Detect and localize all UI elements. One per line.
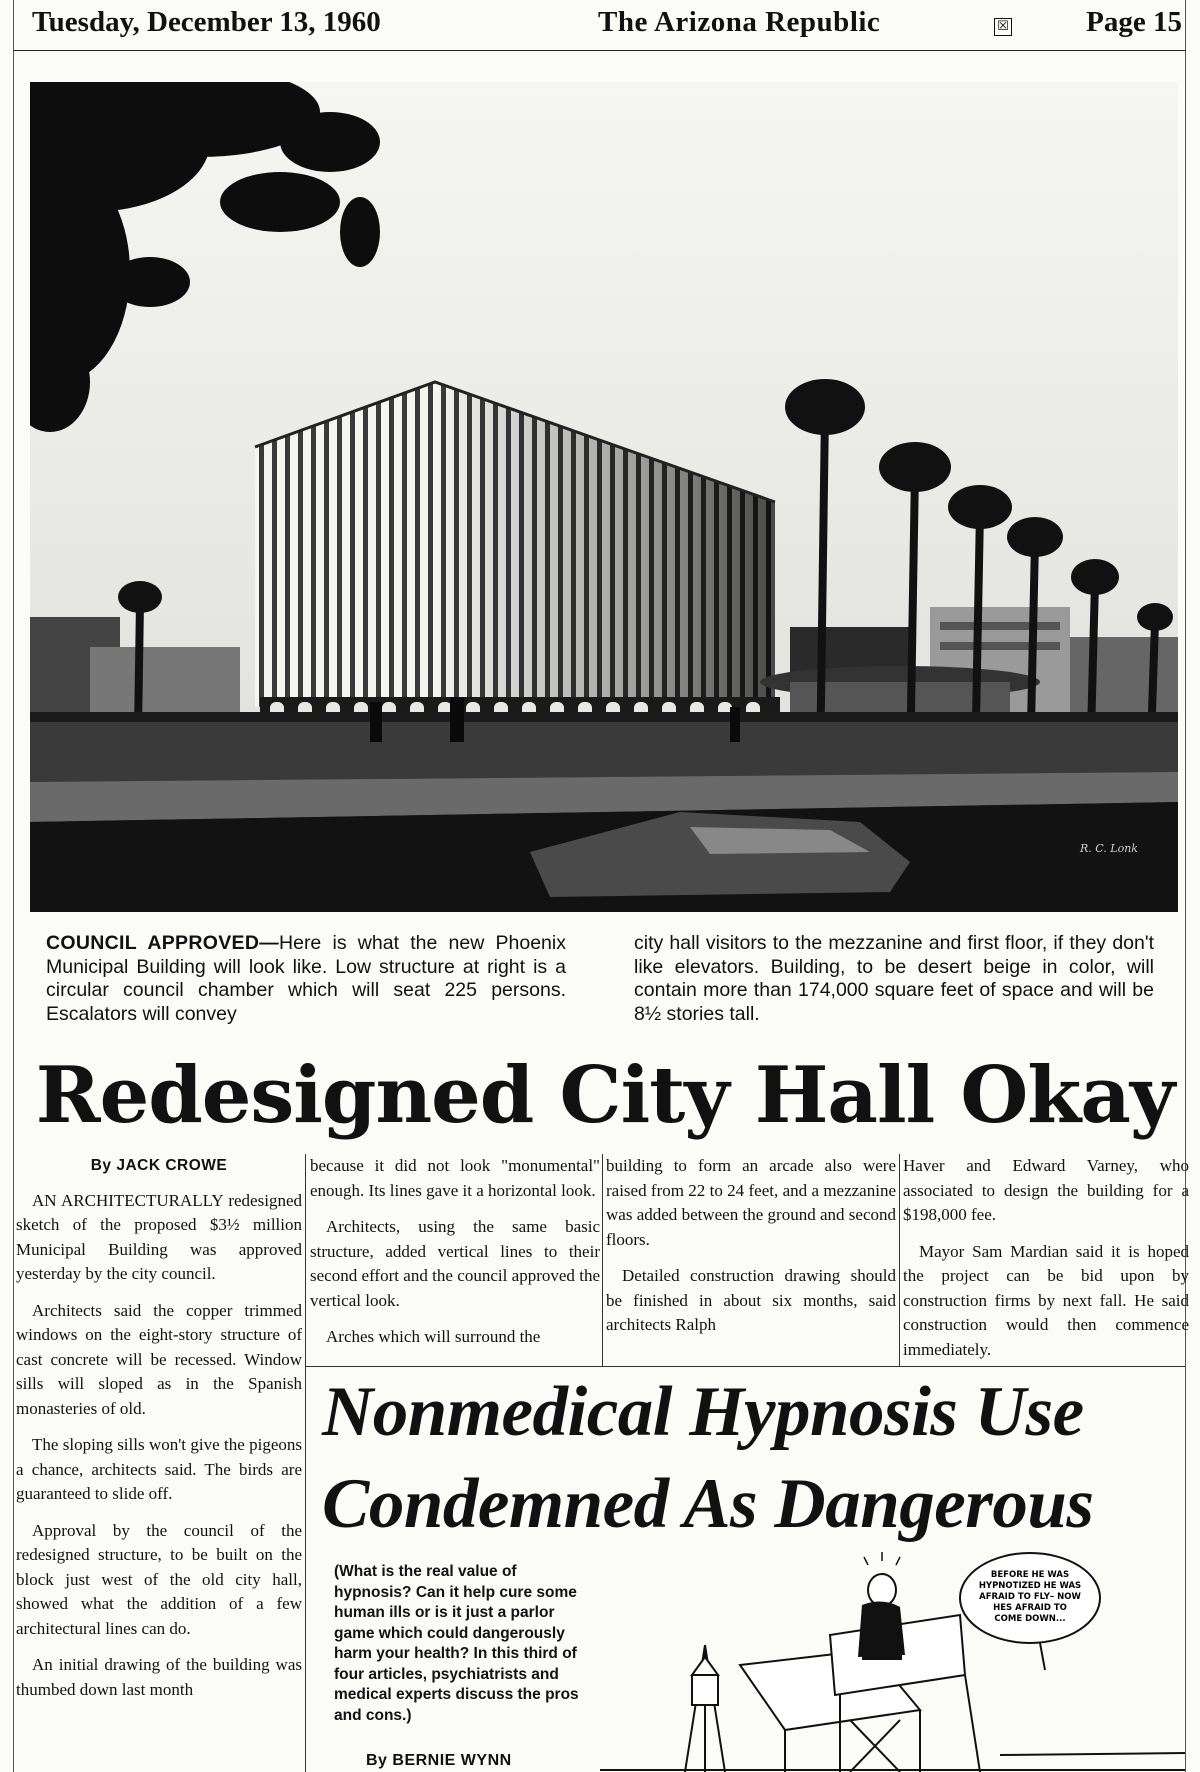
masthead-page-number: Page 15: [1086, 6, 1182, 38]
bubble-line: AFRAID TO FLY– NOW: [979, 1592, 1081, 1602]
byline-jack-crowe: By JACK CROWE: [90, 1157, 228, 1174]
headline-city-hall: Redesigned City Hall Okay: [35, 1050, 1175, 1141]
bubble-line: HYPNOTIZED HE WAS: [978, 1581, 1082, 1591]
paragraph: Mayor Sam Mardian said it is hoped the project can be bid upon by construction firms by next fall. He said construction would then commence immediately.: [903, 1241, 1189, 1359]
story1-column-4: [903, 1154, 1189, 1374]
headline-hypnosis-line-2: Condemned As Dangerous: [322, 1465, 1094, 1543]
byline-bernie-wynn: By BERNIE WYNN: [366, 1752, 512, 1769]
photo-artist-signature: R. C. Lonk: [1080, 842, 1138, 855]
masthead-date: Tuesday, December 13, 1960: [32, 6, 381, 38]
paragraph: because it did not look "monumental" enough. Its lines gave it a horizontal look.: [310, 1156, 600, 1200]
page-left-rule: [13, 0, 14, 1772]
bubble-line: HES AFRAID TO: [993, 1603, 1067, 1613]
city-hall-rendering-image: [30, 82, 1178, 912]
masthead: [14, 0, 1186, 51]
paragraph: Approval by the council of the redesigned structure, to be built on the block just west of the old city hall, showed what the addition of a few architectural lines can do.: [16, 1520, 302, 1638]
city-hall-rendering-photo: [30, 82, 1178, 912]
bubble-line: BEFORE HE WAS: [990, 1570, 1070, 1580]
paragraph: Arches which will surround the: [326, 1327, 541, 1346]
caption-left-text: Here is what the new Phoenix Municipal Building will look like. Low structure at right is a circular council chamber which will seat 225 persons. Escalators will convey: [46, 932, 566, 1025]
story1-column-2: [310, 1154, 600, 1362]
photo-caption-right: city hall visitors to the mezzanine and first floor, if they don't like elevators. Building, to be desert beige in color, will contain more than 174,000 square feet of space and will be 8½ stories tall.: [634, 932, 1154, 1025]
paragraph: An initial drawing of the building was thumbed down last month: [16, 1655, 302, 1699]
caption-lead: COUNCIL APPROVED—: [46, 932, 280, 954]
hypnosis-cartoon: [600, 1545, 1185, 1772]
paragraph: Haver and Edward Varney, who associated to design the building for a $198,000 fee.: [903, 1156, 1189, 1224]
paragraph: AN ARCHITECTURALLY redesigned sketch of the proposed $3½ million Municipal Building was approved yesterday by the city council.: [16, 1190, 302, 1283]
story1-column-3: [606, 1154, 896, 1350]
headline-hypnosis-line-1: Nonmedical Hypnosis Use: [322, 1373, 1084, 1451]
photo-caption-left: [46, 932, 566, 1026]
column-rule-2: [602, 1154, 603, 1366]
worry-lines-icon: [864, 1552, 900, 1565]
column-rule-3: [899, 1154, 900, 1366]
page-right-rule: [1185, 0, 1186, 1772]
masthead-paper-name: The Arizona Republic: [598, 6, 881, 38]
paragraph: building to form an arcade also were raised from 22 to 24 feet, and a mezzanine was added between the ground and second floors.: [606, 1156, 896, 1249]
bubble-line: COME DOWN...: [994, 1614, 1066, 1624]
paragraph: Architects, using the same basic structure, added vertical lines to their second effort and the council approved the vertical look.: [310, 1217, 600, 1310]
paragraph: The sloping sills won't give the pigeons a chance, architects said. The birds are guaranteed to slide off.: [16, 1435, 302, 1503]
column-rule-1: [305, 1154, 306, 1772]
paragraph: Architects said the copper trimmed windows on the eight-story structure of cast concrete will be recessed. Window sills will sloped as in the Spanish monasteries of old.: [16, 1300, 302, 1418]
story1-column-1: [16, 1154, 302, 1714]
box-mark-icon: ☒: [994, 18, 1012, 36]
paragraph: Detailed construction drawing should be finished in about six months, said architects Ralph: [606, 1266, 896, 1334]
cartoon-drawing: [600, 1545, 1185, 1772]
story2-intro: (What is the real value of hypnosis? Can it help cure some human ills or is it just a parlor game which could dangerously harm your health? In this third of four articles, psychiatrists and medical experts discuss the pros and cons.): [334, 1563, 579, 1724]
